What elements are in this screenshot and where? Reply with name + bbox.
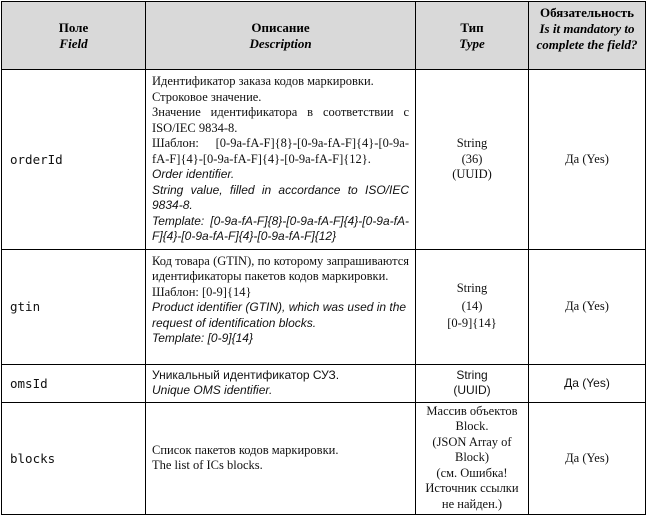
desc-line: Уникальный идентификатор СУЗ. bbox=[152, 367, 340, 382]
header-description bbox=[146, 2, 416, 70]
header-field-ru: Поле bbox=[58, 19, 89, 35]
header-type-ru: Тип bbox=[460, 19, 484, 35]
type-line: [0-9]{14} bbox=[447, 316, 497, 331]
field-name: orderId bbox=[2, 70, 146, 250]
desc-line: The list of ICs blocks. bbox=[152, 458, 263, 472]
header-type bbox=[416, 2, 529, 70]
header-type-en: Type bbox=[459, 35, 485, 51]
header-field bbox=[2, 2, 146, 70]
type-line: (см. Ошибка! Источник ссылки не найден.) bbox=[425, 465, 519, 511]
desc-line: Product identifier (GTIN), which was used in the request of identification blocks. bbox=[152, 300, 407, 330]
type-line: (14) bbox=[461, 298, 483, 313]
desc-line: Unique OMS identifier. bbox=[152, 383, 273, 397]
field-description bbox=[146, 402, 416, 514]
type-line: (UUID) bbox=[452, 167, 492, 181]
type-line: String bbox=[456, 136, 488, 150]
desc-line: Order identifier. bbox=[152, 167, 235, 181]
field-description bbox=[146, 70, 416, 250]
field-type bbox=[416, 70, 529, 250]
field-mandatory: Да (Yes) bbox=[529, 402, 646, 514]
desc-line: Список пакетов кодов маркировки. bbox=[152, 442, 339, 457]
desc-line: String value, filled in accordance to ISO/IEC 9834-8. bbox=[152, 182, 409, 212]
type-line: Массив объектов Block. bbox=[426, 403, 518, 434]
field-description bbox=[146, 249, 416, 364]
table-row-blocks bbox=[2, 402, 646, 514]
desc-line: Код товара (GTIN), по которому запрашиваются идентификаторы пакетов кодов маркировки. bbox=[152, 253, 409, 283]
field-type bbox=[416, 402, 529, 514]
field-mandatory: Да (Yes) bbox=[529, 249, 646, 364]
field-mandatory: Да (Yes) bbox=[529, 364, 646, 402]
desc-line: Template: [0-9a-fA-F]{8}-[0-9a-fA-F]{4}-[0-9a-fA-F]{4}-[0-9a-fA-F]{4}-[0-9a-fA-F]{12} bbox=[152, 213, 409, 243]
table-row-orderid bbox=[2, 70, 646, 250]
header-mand-ru: Обязательность bbox=[539, 5, 635, 20]
table-row-omsid bbox=[2, 364, 646, 402]
header-field-en: Field bbox=[59, 35, 88, 51]
table-row-gtin bbox=[2, 249, 646, 364]
header-mand-en: Is it mandatory to complete the field? bbox=[536, 21, 638, 52]
desc-line: Идентификатор заказа кодов маркировки. bbox=[152, 74, 374, 88]
field-name: gtin bbox=[2, 249, 146, 364]
desc-line: Строковое значение. bbox=[152, 89, 262, 104]
header-desc-ru: Описание bbox=[251, 19, 310, 35]
field-type bbox=[416, 249, 529, 364]
type-line: (UUID) bbox=[453, 383, 491, 397]
fields-table bbox=[1, 1, 646, 515]
field-type bbox=[416, 364, 529, 402]
field-mandatory: Да (Yes) bbox=[529, 70, 646, 250]
type-line: (36) bbox=[461, 151, 483, 166]
desc-line: Шаблон: [0-9]{14} bbox=[152, 284, 252, 299]
type-line: String bbox=[456, 281, 488, 296]
desc-line: Значение идентификатора в соответствии с ISO/IEC 9834-8. bbox=[152, 105, 409, 135]
type-line: (JSON Array of Block) bbox=[432, 434, 512, 465]
header-row bbox=[2, 2, 646, 70]
desc-line: Шаблон: [0-9a-fA-F]{8}-[0-9a-fA-F]{4}-[0-9a-fA-F]{4}-[0-9a-fA-F]{4}-[0-9a-fA-F]{12}. bbox=[152, 136, 409, 166]
type-line: String bbox=[456, 367, 488, 382]
desc-line: Template: [0-9]{14} bbox=[152, 331, 253, 345]
header-desc-en: Description bbox=[249, 35, 312, 51]
field-name: omsId bbox=[2, 364, 146, 402]
field-name: blocks bbox=[2, 402, 146, 514]
field-description bbox=[146, 364, 416, 402]
header-mandatory bbox=[529, 2, 646, 70]
